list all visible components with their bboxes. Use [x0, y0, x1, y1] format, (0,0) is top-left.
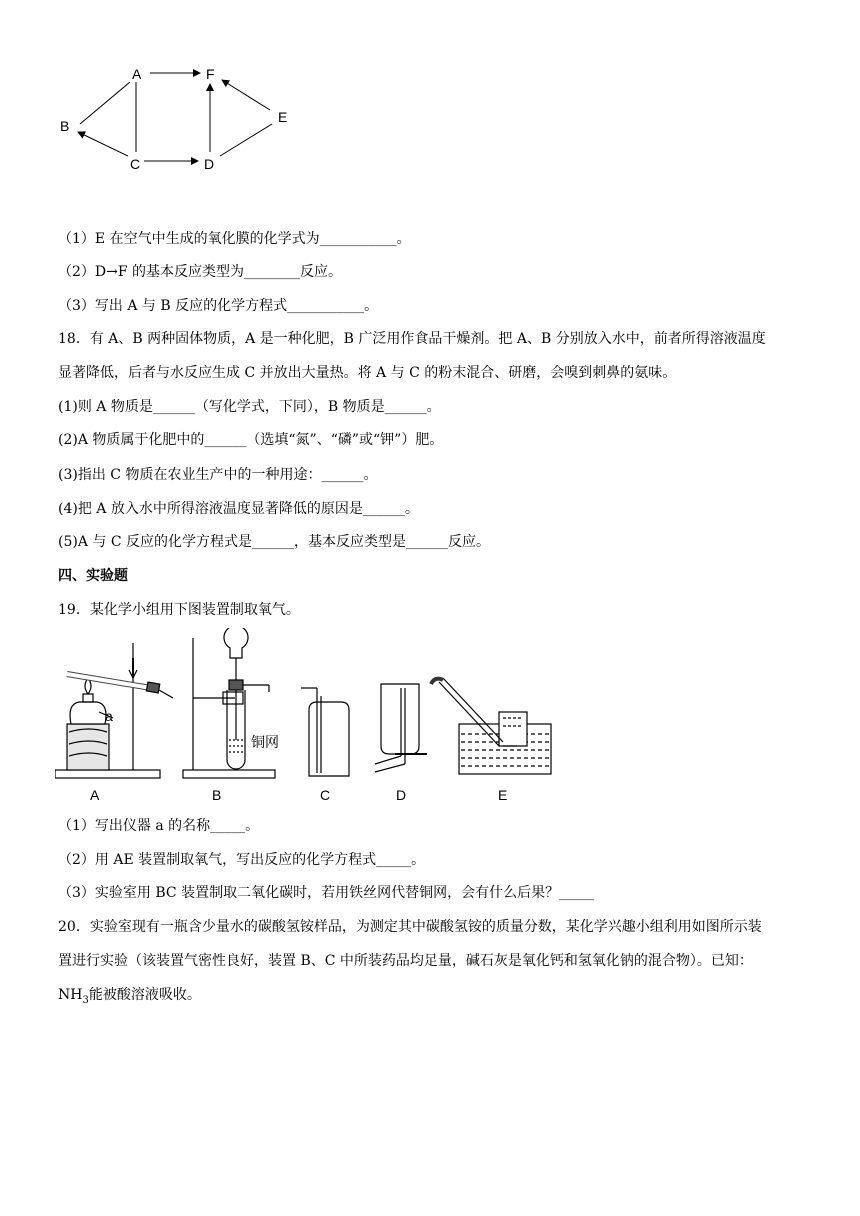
q19-part2: （2）用 AE 装置制取氧气，写出反应的化学方程式_____。 — [58, 852, 426, 868]
q18-stem-line2: 显著降低，后者与水反应生成 C 并放出大量热。将 A 与 C 的粉末混合、研磨，会嗅到刺鼻的氨味。 — [58, 365, 677, 381]
relationship-diagram-svg — [50, 60, 310, 180]
apparatus-d — [375, 684, 427, 772]
apparatus-c — [301, 688, 349, 776]
apparatus-e — [431, 678, 551, 774]
apparatus-a — [55, 643, 173, 778]
q18-part4: (4)把 A 放入水中所得溶液温度显著降低的原因是______。 — [58, 501, 419, 517]
edge-d-e — [220, 124, 272, 156]
q18-part1: (1)则 A 物质是______（写化学式，下同），B 物质是______。 — [58, 399, 441, 415]
nh3-subscript: 3 — [82, 994, 89, 1006]
apparatus-figure — [55, 628, 565, 792]
node-c: C — [130, 156, 141, 172]
apparatus-b — [183, 628, 275, 778]
node-d: D — [204, 156, 215, 172]
q18-part3: (3)指出 C 物质在农业生产中的一种用途：______。 — [58, 467, 378, 483]
q18-part5: (5)A 与 C 反应的化学方程式是______，基本反应类型是______反应。 — [58, 534, 491, 550]
q18-part2: (2)A 物质属于化肥中的______（选填“氮”、“磷”或“钾”）肥。 — [58, 432, 444, 448]
q17-part2: （2）D→F 的基本反应类型为________反应。 — [58, 264, 343, 280]
q20-stem-line3 — [58, 985, 201, 1011]
q17-part1: （1）E 在空气中生成的氧化膜的化学式为___________。 — [58, 231, 411, 247]
edge-a-b — [80, 82, 130, 124]
node-b: B — [60, 118, 70, 134]
edge-e-f — [222, 80, 270, 110]
apparatus-svg — [55, 628, 565, 788]
q20-stem-line2: 置进行实验（该装置气密性良好，装置 B、C 中所装药品均足量，碱石灰是氧化钙和氢氧化钠的混合物）。已知： — [58, 953, 753, 969]
q19-stem: 19．某化学小组用下图装置制取氧气。 — [58, 602, 300, 618]
section-heading: 四、实验题 — [58, 568, 128, 584]
q19-part1: （1）写出仪器 a 的名称_____。 — [58, 818, 260, 834]
apparatus-label-e: E — [498, 787, 508, 803]
relationship-diagram — [50, 60, 310, 184]
q20-stem-line1: 20．实验室现有一瓶含少量水的碳酸氢铵样品，为测定其中碳酸氢铵的质量分数，某化学兴趣小组利用如图所示装 — [58, 919, 762, 935]
q20-stem-line3-text: 能被酸溶液吸收。 — [88, 987, 201, 1003]
q18-stem-line1: 18．有 A、B 两种固体物质，A 是一种化肥，B 广泛用作食品干燥剂。把 A、B 分别放入水中，前者所得溶液温度 — [58, 331, 766, 347]
q19-part3: （3）实验室用 BC 装置制取二氧化碳时，若用铁丝网代替铜网，会有什么后果？_____ — [58, 885, 595, 901]
node-f: F — [206, 66, 215, 82]
apparatus-label-b: B — [212, 787, 222, 803]
apparatus-label-c: C — [320, 787, 331, 803]
edge-c-b — [78, 132, 128, 156]
apparatus-label-d: D — [396, 787, 407, 803]
node-e: E — [278, 109, 288, 125]
nh3-formula: NH — [58, 987, 83, 1003]
q17-part3: （3）写出 A 与 B 反应的化学方程式___________。 — [58, 298, 379, 314]
label-a-pointer: a — [105, 708, 113, 724]
apparatus-label-a: A — [90, 787, 100, 803]
node-a: A — [132, 66, 142, 82]
label-copper-mesh: 铜网 — [251, 734, 279, 750]
